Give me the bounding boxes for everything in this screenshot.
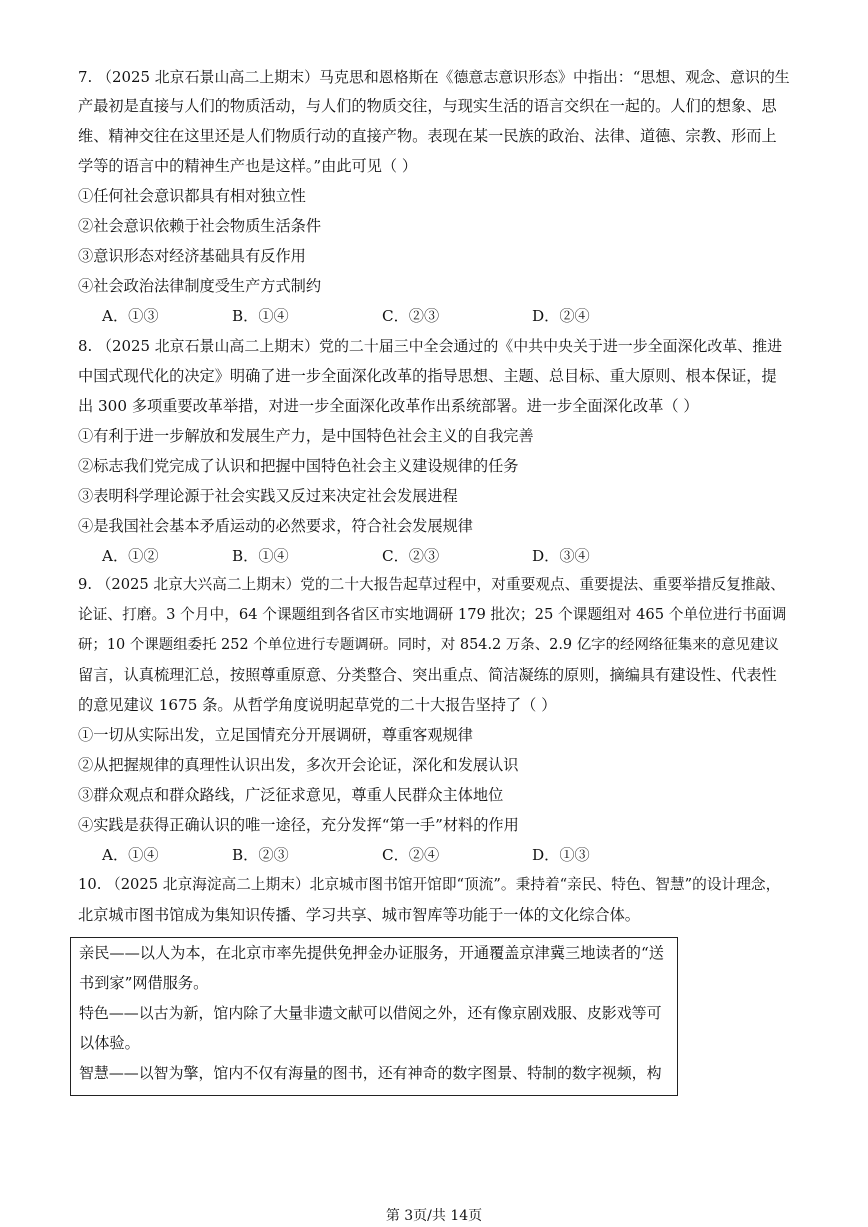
question-text-line: 论证、打磨。3 个月中，64 个课题组到各省区市实地调研 179 批次；25 个课题组对 465 个单位进行书面调	[78, 606, 787, 623]
question-text-line: 维、精神交往在这里还是人们物质行动的直接产物。表现在某一民族的政治、法律、道德、宗教、形而上	[78, 127, 777, 145]
question-text-line: 学等的语言中的精神生产也是这样。”由此可见（ ）	[78, 157, 418, 175]
statement: ①有利于进一步解放和发展生产力，是中国特色社会主义的自我完善	[78, 427, 534, 445]
statement: ④实践是获得正确认识的唯一途径，充分发挥“第一手”材料的作用	[78, 816, 519, 834]
option-a: A．①③	[102, 307, 159, 325]
question-text-line: 7. （2025 北京石景山高二上期末）马克思和恩格斯在《德意志意识形态》中指出：“思想、观念、意识的生	[78, 68, 790, 86]
statement: ②标志我们党完成了认识和把握中国特色社会主义建设规律的任务	[78, 457, 519, 475]
statement: ①一切从实际出发，立足国情充分开展调研，尊重客观规律	[78, 726, 473, 744]
material-box	[70, 937, 678, 1096]
question-text-line: 北京城市图书馆成为集知识传播、学习共享、城市智库等功能于一体的文化综合体。	[78, 906, 640, 924]
statement: ④是我国社会基本矛盾运动的必然要求，符合社会发展规律	[78, 517, 473, 535]
option-d: D．③④	[532, 547, 590, 565]
option-a: A．①②	[102, 547, 159, 565]
question-text-line: 出 300 多项重要改革举措，对进一步全面深化改革作出系统部署。进一步全面深化改革（ ）	[78, 397, 699, 415]
question-text-line: 的意见建议 1675 条。从哲学角度说明起草党的二十大报告坚持了（ ）	[78, 696, 557, 714]
statement: ③意识形态对经济基础具有反作用	[78, 247, 306, 265]
material-line: 以体验。	[79, 1034, 140, 1052]
statement: ③群众观点和群众路线，广泛征求意见，尊重人民群众主体地位	[78, 786, 504, 804]
material-line: 亲民——以人为本，在北京市率先提供免押金办证服务，开通覆盖京津冀三地读者的“送	[79, 944, 664, 962]
option-b: B．②③	[232, 846, 289, 864]
statement: ①任何社会意识都具有相对独立性	[78, 187, 306, 205]
question-text-line: 中国式现代化的决定》明确了进一步全面深化改革的指导思想、主题、总目标、重大原则、根本保证，提	[78, 367, 777, 385]
option-c: C．②③	[382, 547, 440, 565]
question-text-line: 留言，认真梳理汇总，按照尊重原意、分类整合、突出重点、简洁凝练的原则，摘编具有建设性、代表性	[78, 666, 777, 684]
option-d: D．②④	[532, 307, 590, 325]
question-text-line: 9. （2025 北京大兴高二上期末）党的二十大报告起草过程中，对重要观点、重要提法、重要举措反复推敲、	[78, 576, 785, 593]
question-text-line: 10. （2025 北京海淀高二上期末）北京城市图书馆开馆即“顶流”。秉持着“亲民、特色、智慧”的设计理念，	[78, 876, 781, 893]
statement: ③表明科学理论源于社会实践又反过来决定社会发展进程	[78, 487, 458, 505]
option-d: D．①③	[532, 846, 590, 864]
question-text-line: 8. （2025 北京石景山高二上期末）党的二十届三中全会通过的《中共中央关于进一步全面深化改革、推进	[78, 337, 783, 355]
option-b: B．①④	[232, 307, 289, 325]
material-line: 智慧——以智为擎，馆内不仅有海量的图书，还有神奇的数字图景、特制的数字视频，构	[79, 1064, 662, 1082]
question-text-line: 产最初是直接与人们的物质活动，与人们的物质交往，与现实生活的语言交织在一起的。人们的想象、思	[78, 97, 777, 115]
material-line: 书到家”网借服务。	[79, 974, 209, 992]
material-line: 特色——以古为新，馆内除了大量非遗文献可以借阅之外，还有像京剧戏服、皮影戏等可	[79, 1004, 662, 1022]
option-c: C．②④	[382, 846, 440, 864]
page-number: 第 3页/共 14页	[385, 1208, 483, 1224]
option-a: A．①④	[102, 846, 159, 864]
question-text-line: 研；10 个课题组委托 252 个单位进行专题调研。同时，对 854.2 万条、2.9 亿字的经网络征集来的意见建议	[78, 637, 779, 653]
statement: ④社会政治法律制度受生产方式制约	[78, 277, 321, 295]
statement: ②从把握规律的真理性认识出发，多次开会论证，深化和发展认识	[78, 756, 519, 774]
option-b: B．①④	[232, 547, 289, 565]
option-c: C．②③	[382, 307, 440, 325]
statement: ②社会意识依赖于社会物质生活条件	[78, 217, 321, 235]
